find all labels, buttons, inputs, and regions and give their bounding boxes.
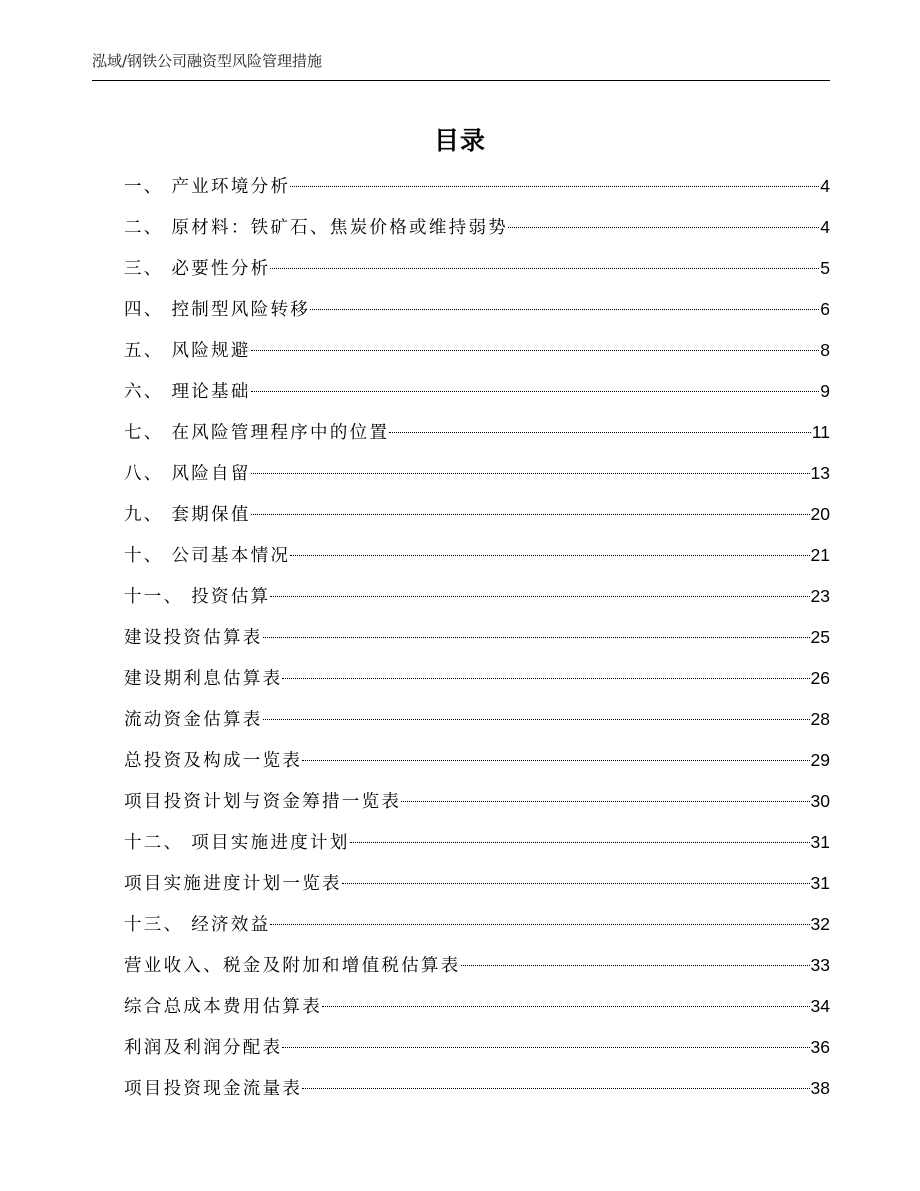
toc-entry[interactable] bbox=[124, 494, 830, 535]
toc-entry[interactable] bbox=[124, 781, 830, 822]
toc-entry-page-number: 20 bbox=[810, 504, 830, 524]
toc-entry[interactable] bbox=[124, 166, 830, 207]
toc-entry-page-number: 11 bbox=[811, 422, 830, 442]
dot-leader bbox=[508, 227, 819, 228]
dot-leader bbox=[270, 596, 809, 597]
dot-leader bbox=[310, 309, 819, 310]
toc-entry[interactable] bbox=[124, 289, 830, 330]
toc-entry-page-number: 38 bbox=[810, 1078, 830, 1098]
toc-entry-page-number: 26 bbox=[810, 668, 830, 688]
dot-leader bbox=[263, 719, 810, 720]
dot-leader bbox=[282, 1047, 809, 1048]
toc-entry[interactable] bbox=[124, 904, 830, 945]
toc-entry-page-number: 33 bbox=[810, 955, 830, 975]
toc-entry-page-number: 34 bbox=[810, 996, 830, 1016]
dot-leader bbox=[251, 391, 820, 392]
toc-entry-label: 十、 公司基本情况 bbox=[124, 546, 291, 566]
toc-entry-page-number: 29 bbox=[810, 750, 830, 770]
toc-entry-label: 八、 风险自留 bbox=[124, 464, 251, 484]
running-header: 泓域/钢铁公司融资型风险管理措施 bbox=[92, 52, 323, 70]
table-of-contents bbox=[124, 166, 830, 1109]
toc-entry-label: 建设期利息估算表 bbox=[124, 669, 283, 689]
toc-entry-label: 二、 原材料：铁矿石、焦炭价格或维持弱势 bbox=[124, 218, 509, 238]
toc-entry-page-number: 31 bbox=[810, 873, 830, 893]
dot-leader bbox=[251, 514, 810, 515]
toc-entry[interactable] bbox=[124, 699, 830, 740]
toc-entry[interactable] bbox=[124, 248, 830, 289]
toc-entry-label: 建设投资估算表 bbox=[124, 628, 263, 648]
toc-entry-page-number: 9 bbox=[820, 381, 830, 401]
toc-entry[interactable] bbox=[124, 986, 830, 1027]
toc-entry-page-number: 31 bbox=[810, 832, 830, 852]
dot-leader bbox=[461, 965, 810, 966]
toc-entry-page-number: 6 bbox=[820, 299, 830, 319]
toc-entry-label: 十三、 经济效益 bbox=[124, 915, 271, 935]
toc-entry[interactable] bbox=[124, 330, 830, 371]
dot-leader bbox=[389, 432, 811, 433]
toc-entry-label: 六、 理论基础 bbox=[124, 382, 251, 402]
toc-entry-label: 七、 在风险管理程序中的位置 bbox=[124, 423, 390, 443]
toc-entry-page-number: 4 bbox=[820, 217, 830, 237]
toc-entry-label: 营业收入、税金及附加和增值税估算表 bbox=[124, 956, 461, 976]
toc-entry-label: 五、 风险规避 bbox=[124, 341, 251, 361]
toc-entry[interactable] bbox=[124, 822, 830, 863]
dot-leader bbox=[290, 555, 809, 556]
dot-leader bbox=[342, 883, 810, 884]
toc-entry-label: 十二、 项目实施进度计划 bbox=[124, 833, 350, 853]
toc-entry-page-number: 36 bbox=[810, 1037, 830, 1057]
toc-entry-label: 一、 产业环境分析 bbox=[124, 177, 291, 197]
toc-entry-label: 九、 套期保值 bbox=[124, 505, 251, 525]
dot-leader bbox=[350, 842, 810, 843]
toc-entry-page-number: 23 bbox=[810, 586, 830, 606]
dot-leader bbox=[270, 924, 809, 925]
toc-entry-label: 流动资金估算表 bbox=[124, 710, 263, 730]
dot-leader bbox=[401, 801, 809, 802]
toc-entry-label: 利润及利润分配表 bbox=[124, 1038, 283, 1058]
toc-entry-label: 项目投资计划与资金筹措一览表 bbox=[124, 792, 402, 812]
toc-entry-page-number: 32 bbox=[810, 914, 830, 934]
toc-entry[interactable] bbox=[124, 576, 830, 617]
toc-entry[interactable] bbox=[124, 1027, 830, 1068]
dot-leader bbox=[282, 678, 809, 679]
dot-leader bbox=[302, 1088, 809, 1089]
toc-entry-label: 项目实施进度计划一览表 bbox=[124, 874, 342, 894]
toc-entry-page-number: 4 bbox=[820, 176, 830, 196]
toc-entry[interactable] bbox=[124, 371, 830, 412]
dot-leader bbox=[251, 350, 820, 351]
toc-entry[interactable] bbox=[124, 617, 830, 658]
toc-entry-label: 十一、 投资估算 bbox=[124, 587, 271, 607]
toc-entry[interactable] bbox=[124, 740, 830, 781]
toc-entry[interactable] bbox=[124, 453, 830, 494]
toc-entry[interactable] bbox=[124, 1068, 830, 1109]
toc-entry-page-number: 21 bbox=[810, 545, 830, 565]
toc-entry-label: 综合总成本费用估算表 bbox=[124, 997, 322, 1017]
toc-entry-page-number: 13 bbox=[810, 463, 830, 483]
dot-leader bbox=[290, 186, 819, 187]
toc-entry[interactable] bbox=[124, 863, 830, 904]
toc-entry-page-number: 8 bbox=[820, 340, 830, 360]
toc-entry[interactable] bbox=[124, 412, 830, 453]
toc-entry-label: 总投资及构成一览表 bbox=[124, 751, 303, 771]
toc-entry-page-number: 28 bbox=[810, 709, 830, 729]
dot-leader bbox=[270, 268, 819, 269]
header-divider bbox=[92, 80, 830, 81]
dot-leader bbox=[322, 1006, 810, 1007]
toc-title: 目录 bbox=[433, 126, 486, 155]
dot-leader bbox=[302, 760, 809, 761]
toc-entry[interactable] bbox=[124, 207, 830, 248]
toc-entry-label: 项目投资现金流量表 bbox=[124, 1079, 303, 1099]
toc-entry-page-number: 30 bbox=[810, 791, 830, 811]
dot-leader bbox=[251, 473, 810, 474]
toc-entry-label: 四、 控制型风险转移 bbox=[124, 300, 311, 320]
toc-entry[interactable] bbox=[124, 535, 830, 576]
toc-entry-page-number: 25 bbox=[810, 627, 830, 647]
toc-entry[interactable] bbox=[124, 658, 830, 699]
dot-leader bbox=[263, 637, 810, 638]
toc-entry-label: 三、 必要性分析 bbox=[124, 259, 271, 279]
toc-entry-page-number: 5 bbox=[820, 258, 830, 278]
toc-entry[interactable] bbox=[124, 945, 830, 986]
